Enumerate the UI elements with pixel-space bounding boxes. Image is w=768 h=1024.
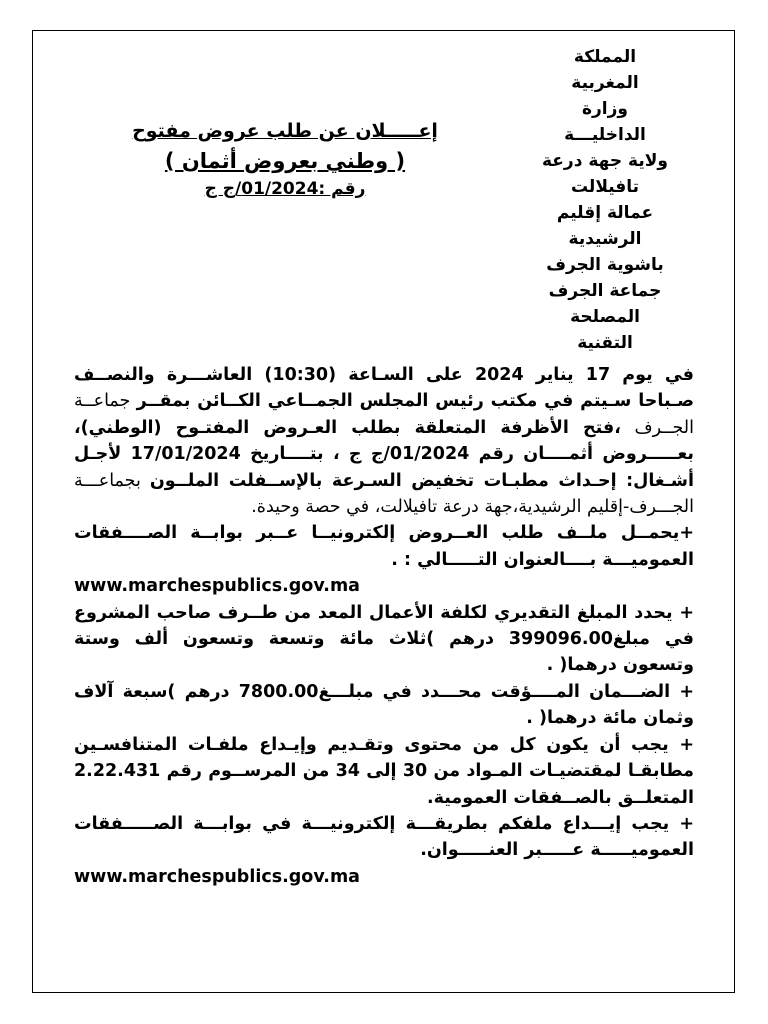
location-text: جماعــة الجــرف [74, 391, 694, 438]
authority-line: باشوية الجرف [546, 255, 664, 275]
lot-text: بجماعـــة الجـــرف-إقليم الرشيدية،جهة درعة تافيلالت، في حصة وحيدة. [74, 470, 694, 518]
authority-line: جماعة الجرف [548, 281, 662, 301]
title-line-2: ( وطني بعروض أثمان ) [164, 149, 406, 173]
authority-line: وزارة [581, 99, 628, 119]
portal-link-2[interactable]: www.marchespublics.gov.ma [74, 866, 360, 887]
issuing-authority-block [510, 44, 700, 356]
authority-line: الداخليـــة [564, 125, 646, 145]
guarantee-paragraph: + الضـــمان المــــؤقت محـــدد في مبلـــغ7800.00 درهم )سبعة آلاف وثمان مائة درهما( . [74, 681, 694, 729]
title-line-1: إعـــــلان عن طلب عروض مفتوح [132, 120, 438, 142]
announcement-body [74, 362, 694, 890]
submission-paragraph: + يجب إيـــداع ملفكم بطريقـــة إلكترونيـــة في بوابـــة الصـــــفقات العموميـــــة عـــــبر العنـــــوان. [74, 813, 694, 861]
authority-line: المصلحة [570, 307, 640, 327]
compliance-paragraph: + يجب أن يكون كل من محتوى وتقـديم وإيـداع ملفـات المتنافسـين مطابقـا لمقتضيـات المـواد من 30 إلى 34 من المرســوم رقم 2.22.431 المتعلــق بالصــفقات العمومية. [74, 734, 694, 808]
authority-line: ولاية جهة درعة [542, 151, 668, 171]
authority-line: المغربية [571, 73, 639, 93]
authority-line: عمالة إقليم [556, 203, 654, 223]
announcement-title [70, 118, 500, 200]
authority-line: المملكة [573, 47, 637, 67]
authority-line: الرشيدية [568, 229, 642, 249]
subject-text: ،فتح الأظرفة المتعلقة بطلب العـروض المفتـوح (الوطني)، بعـــــروض أثمــــان رقم 01/2024/ج ج ، بتــــاريخ 17/01/2024 لأجـل أشـغال: إحـداث مطبـات تخفيض السـرعة بالإســفلت الملــون [74, 417, 695, 491]
opening-paragraph [74, 362, 694, 520]
authority-line: تافيلالت [570, 177, 640, 197]
authority-line: التقنية [577, 333, 633, 353]
portal-link-1[interactable]: www.marchespublics.gov.ma [74, 576, 360, 597]
title-reference-number: رقم :01/2024/ج ج [204, 179, 366, 199]
download-paragraph: +يحمــل ملــف طلب العــروض إلكترونيــا عــبر بوابــة الصــــفقات العموميـــة بــــالعنوان التـــــالي : . [74, 523, 694, 570]
opening-text: في يوم 17 يناير 2024 على السـاعة (10:30) العاشـــرة والنصــف صـباحا سـيتم في مكتب رئيس المجلس الجمــاعي الكــائن بمقــر [74, 365, 695, 412]
estimate-paragraph: + يحدد المبلغ التقديري لكلفة الأعمال المعد من طــرف صاحب المشروع في مبلغ399096.00 درهم )ثلاث مائة وتسعة وتسعون ألف وستة وتسعون درهما( . [74, 602, 694, 676]
